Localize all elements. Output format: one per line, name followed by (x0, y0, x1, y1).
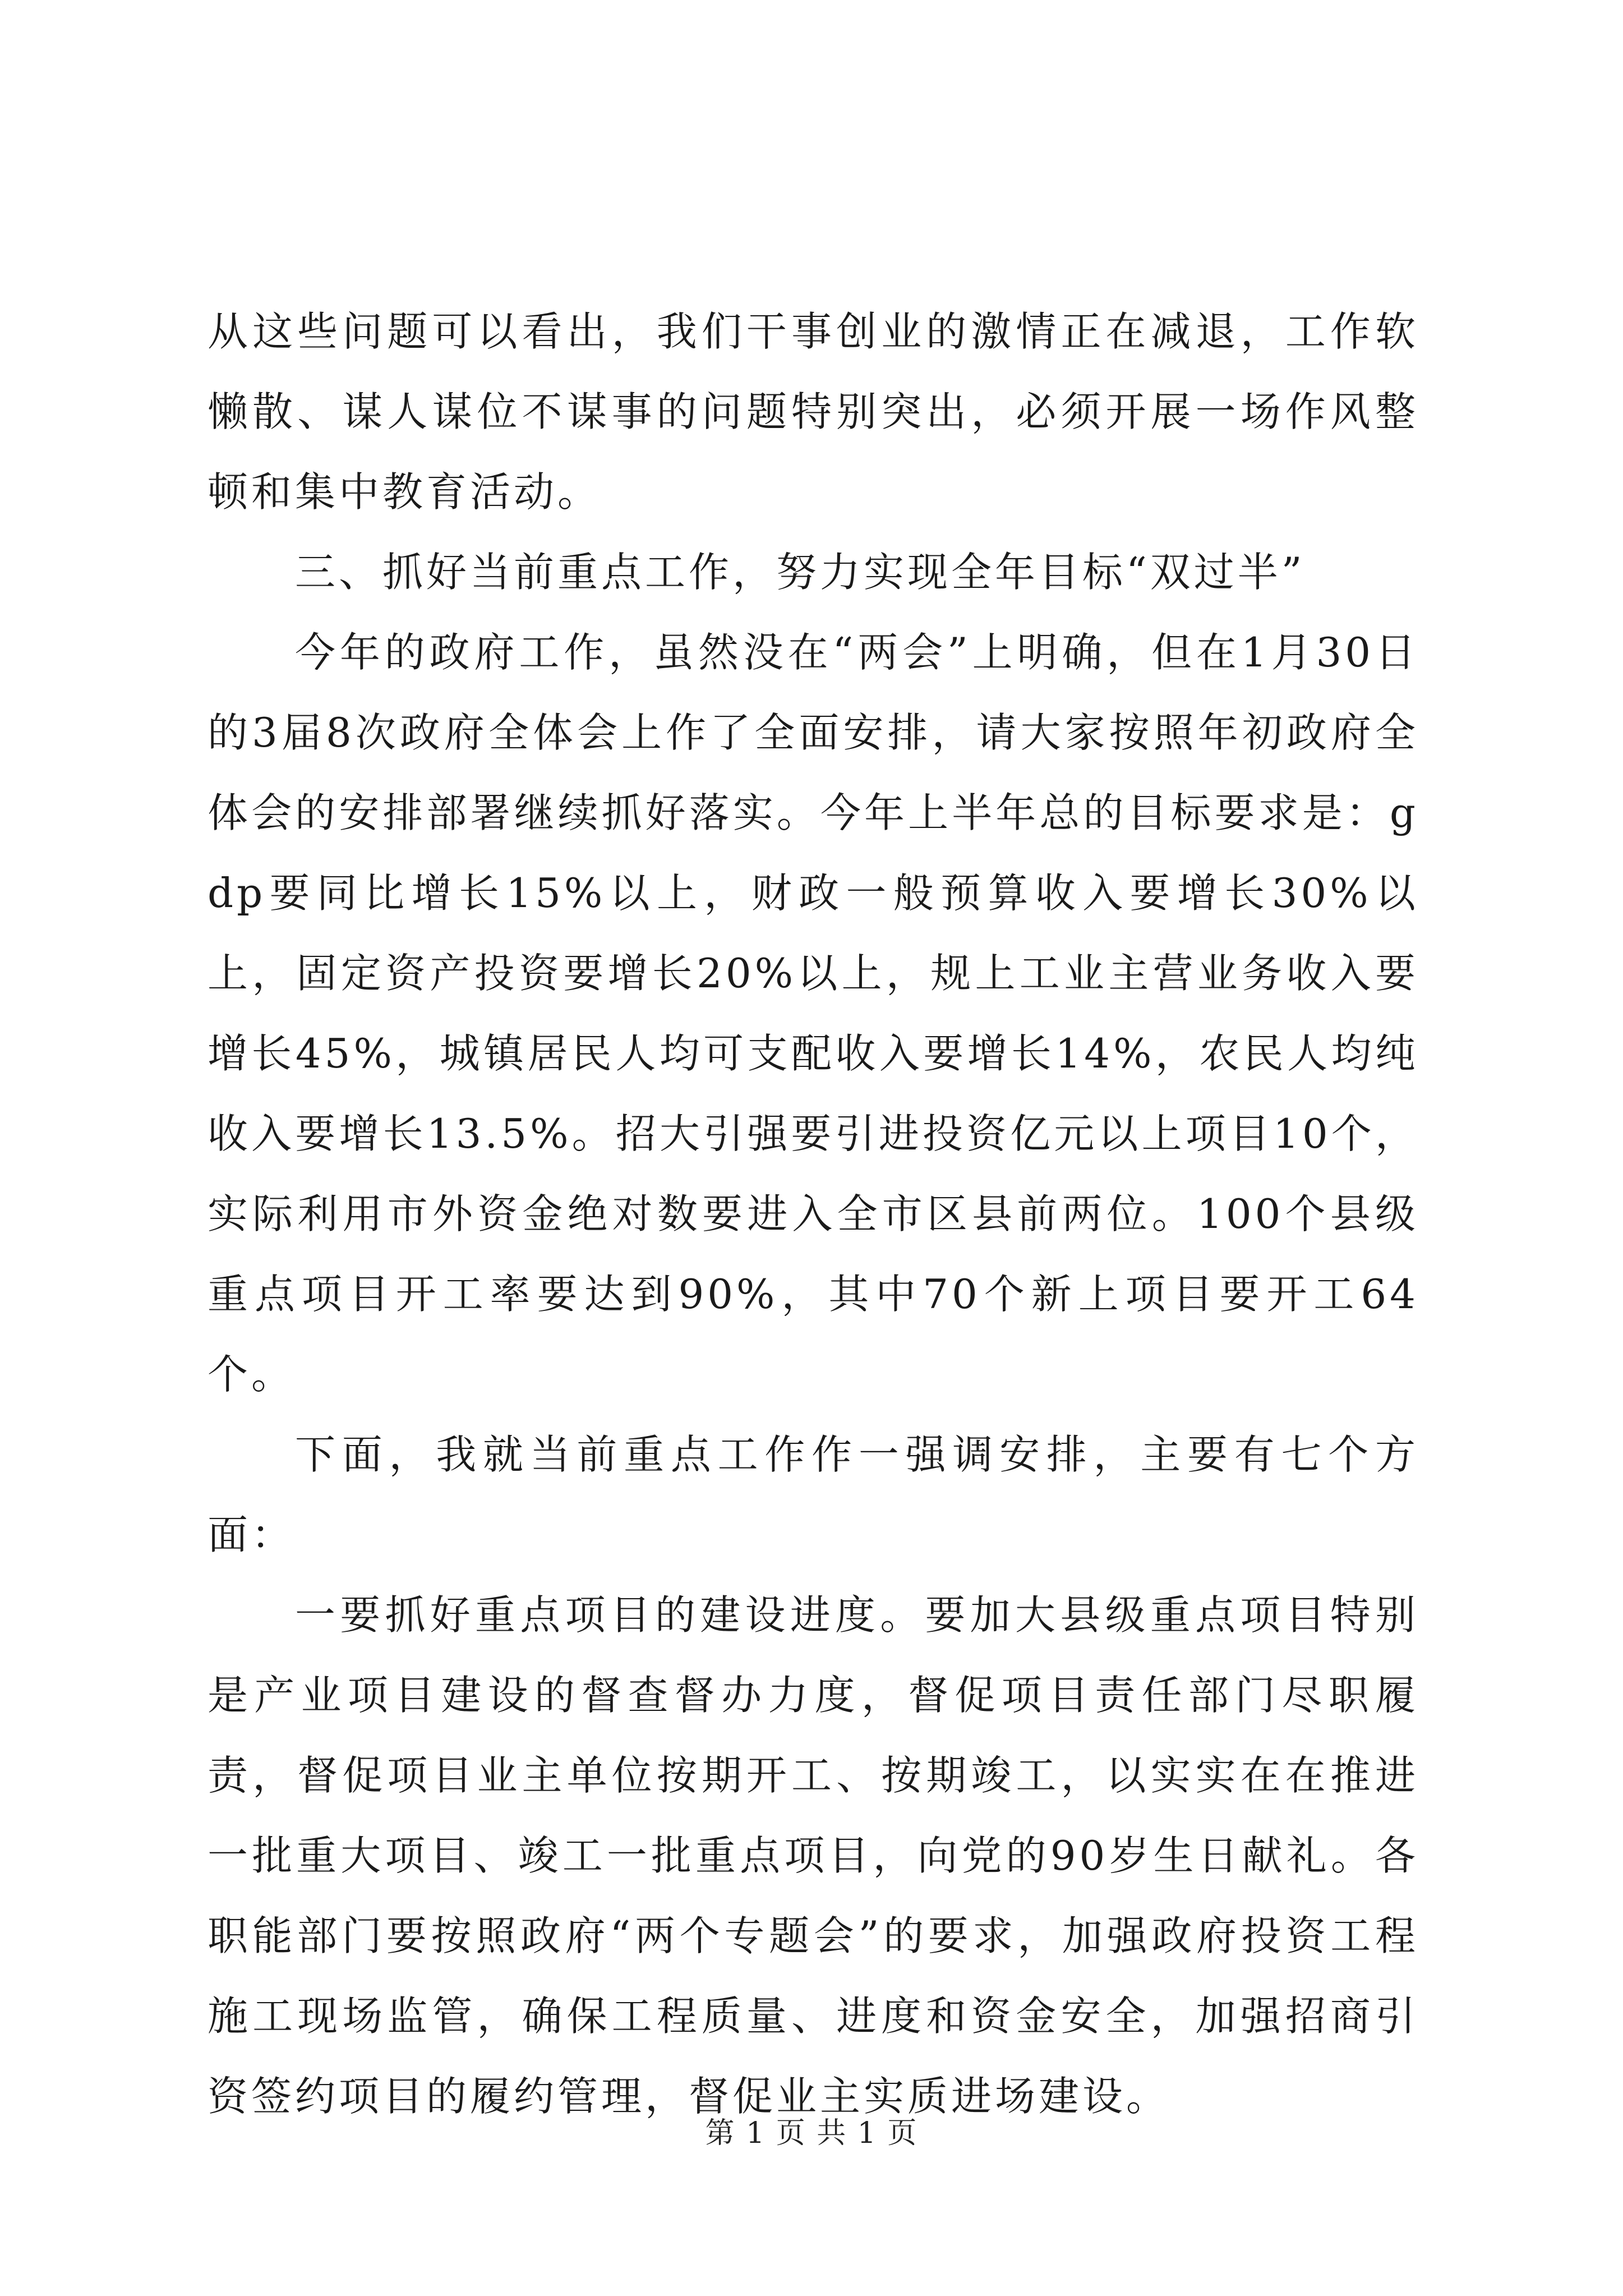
paragraph-point-one: 一要抓好重点项目的建设进度。要加大县级重点项目特别是产业项目建设的督查督办力度，督促项目责任部门尽职履责，督促项目业主单位按期开工、按期竣工，以实实在在推进一批重大项目、竣工一批重点项目，向党的90岁生日献礼。各职能部门要按照政府“两个专题会”的要求，加强政府投资工程施工现场监管，确保工程质量、进度和资金安全，加强招商引资签约项目的履约管理，督促业主实质进场建设。 (208, 1591, 1419, 2120)
paragraph-targets: 今年的政府工作，虽然没在“两会”上明确，但在1月30日的3届8次政府全体会上作了全面安排，请大家按照年初政府全体会的安排部署继续抓好落实。今年上半年总的目标要求是：gdp要同比增长15%以上，财政一般预算收入要增长30%以上，固定资产投资要增长20%以上，规上工业主营业务收入要增长45%，城镇居民人均可支配收入要增长14%，农民人均纯收入要增长13.5%。招大引强要引进投资亿元以上项目10个，实际利用市外资金绝对数要进入全市区县前两位。100个县级重点项目开工率要达到90%，其中70个新上项目要开工64个。 (208, 629, 1419, 1398)
paragraph-continuation: 从这些问题可以看出，我们干事创业的激情正在减退，工作软懒散、谋人谋位不谋事的问题特别突出，必须开展一场作风整顿和集中教育活动。 (208, 308, 1419, 516)
document-body (208, 292, 1419, 2137)
section-heading: 三、抓好当前重点工作，努力实现全年目标“双过半” (295, 549, 1306, 596)
paragraph-intro: 下面，我就当前重点工作作一强调安排，主要有七个方面： (208, 1431, 1419, 1558)
page-footer: 第 1 页 共 1 页 (705, 2116, 918, 2150)
